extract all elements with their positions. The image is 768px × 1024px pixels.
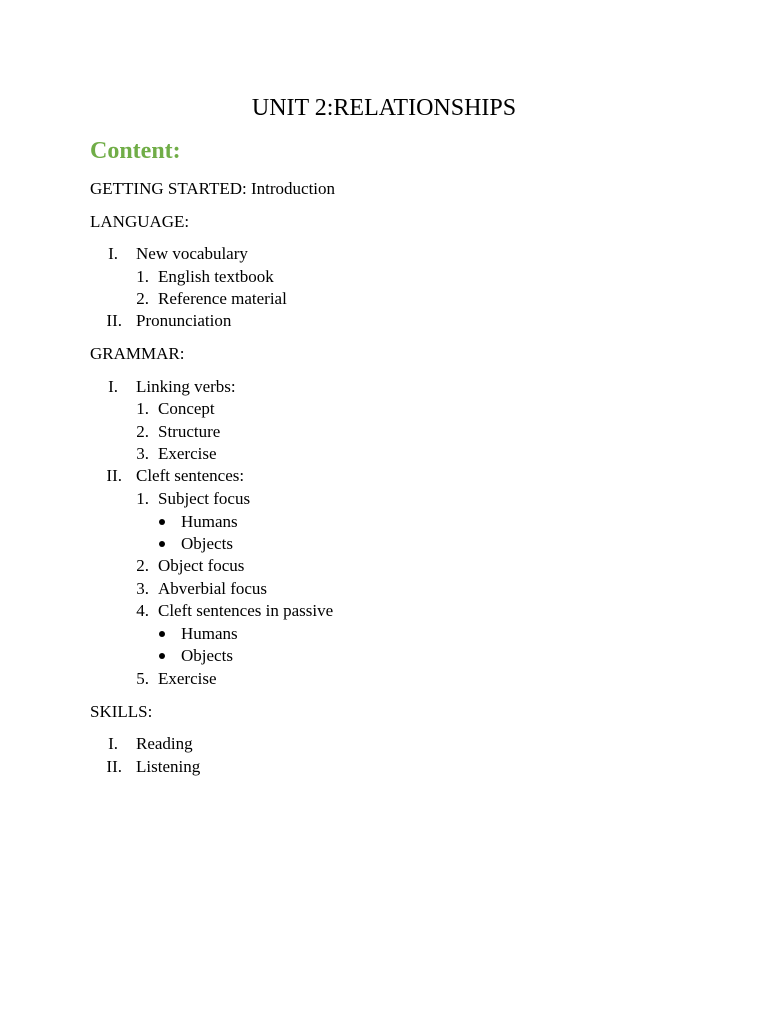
bullet-icon [159, 653, 165, 659]
list-marker: 2. [136, 556, 149, 575]
list-item: Structure [158, 422, 221, 441]
list-item: New vocabulary [136, 244, 248, 263]
list-marker: 1. [136, 489, 149, 508]
list-marker: 1. [136, 267, 149, 286]
list-marker: 4. [136, 601, 149, 620]
list-item: Object focus [158, 556, 245, 575]
content-heading: Content: [90, 138, 181, 164]
list-marker: I. [108, 734, 118, 753]
list-marker: 5. [136, 669, 149, 688]
list-item: Cleft sentences in passive [158, 601, 334, 620]
list-item: Cleft sentences: [136, 466, 245, 485]
list-item: Abverbial focus [158, 579, 268, 598]
list-item: Subject focus [158, 489, 251, 508]
list-marker: 3. [136, 579, 149, 598]
list-marker: 3. [136, 444, 149, 463]
list-item: Reading [136, 734, 193, 753]
list-marker: II. [106, 757, 122, 776]
page-title: UNIT 2:RELATIONSHIPS [251, 95, 517, 121]
list-item: Pronunciation [136, 311, 232, 330]
language-heading: LANGUAGE: [90, 212, 190, 231]
list-item: Exercise [158, 444, 217, 463]
list-marker: 2. [136, 422, 149, 441]
bullet-icon [159, 541, 165, 547]
list-marker: II. [106, 311, 122, 330]
list-item: Humans [181, 624, 238, 643]
list-item: Listening [136, 757, 201, 776]
bullet-icon [159, 631, 165, 637]
list-item: Objects [181, 534, 233, 553]
list-item: English textbook [158, 267, 274, 286]
list-marker: 2. [136, 289, 149, 308]
skills-heading: SKILLS: [90, 702, 153, 721]
getting-started-line: GETTING STARTED: Introduction [90, 179, 336, 198]
list-item: Concept [158, 399, 215, 418]
bullet-icon [159, 519, 165, 525]
list-item: Objects [181, 646, 233, 665]
list-item: Humans [181, 512, 238, 531]
list-marker: 1. [136, 399, 149, 418]
list-marker: II. [106, 466, 122, 485]
list-marker: I. [108, 377, 118, 396]
list-item: Linking verbs: [136, 377, 236, 396]
list-item: Exercise [158, 669, 217, 688]
grammar-heading: GRAMMAR: [90, 344, 185, 363]
list-item: Reference material [158, 289, 287, 308]
list-marker: I. [108, 244, 118, 263]
